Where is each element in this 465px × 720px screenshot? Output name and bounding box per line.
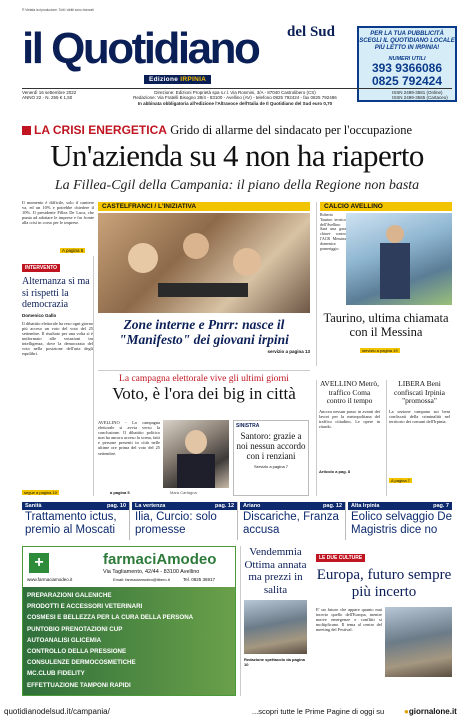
politician-face — [185, 430, 207, 454]
strip-tag: Alta Irpinia — [351, 503, 380, 509]
pharmacy-service: PRODOTTI E ACCESSORI VETERINARI — [27, 603, 143, 611]
politician-body — [177, 454, 215, 488]
pharmacy-service: PUNTOBIO PRENOTAZIONI CUP — [27, 625, 123, 633]
kicker-tag: LA CRISI ENERGETICA — [34, 123, 167, 137]
strip-item[interactable] — [132, 502, 238, 540]
culture-title[interactable]: Europa, futuro sempre più incerto — [316, 567, 452, 600]
libera-title[interactable]: LIBERA Beni confiscati Irpinia "promossa" — [393, 379, 446, 405]
photo-laptop — [158, 283, 248, 297]
vendemmia-photo[interactable] — [244, 600, 307, 654]
redaction-address: Redazione: Via Fratelli Bisogno 38/4 - 83100 - Avellino (AV) - telefono 0825 792424 - fax 0825 792486 — [133, 95, 337, 101]
pharmacy-address: Via Tagliamento, 42/44 - 83100 Avellino — [103, 569, 200, 575]
calcio-caption: Roberto Taurino tecnico dell'Avellino Sarà una gara chiave contro l'ACR Messina domenica pomeriggio — [320, 212, 346, 251]
divider — [22, 88, 452, 89]
avellino-text: Ancora nessun passo in avanti dei lavori per la metropolitana del traffico cittadino. Le opere in ritardo. — [319, 408, 380, 429]
strip-page: pag. 7 — [433, 503, 449, 509]
strip-title: Trattamento ictus, premio al Moscati — [25, 511, 117, 536]
main-subhead: La Fillea-Cgil della Campania: il piano della Regione non basta — [54, 178, 420, 193]
libera-page-ref: A pagina 7 — [391, 477, 410, 483]
strip-title: Eolico selvaggio De Magistris dice no — [351, 511, 453, 536]
strip-page: pag. 10 — [107, 503, 126, 509]
pharmacy-service: AUTOANALISI GLICEMIA — [27, 636, 102, 644]
bottom-news-strip — [22, 502, 452, 540]
page-footer — [0, 704, 465, 720]
notice-line: In abbinata obbligatoria all'edizione l'Altravoce dell'Italia de Il Quotidiano del Sud euro 0,70 — [137, 100, 333, 106]
masthead-title: il Quotidiano — [22, 24, 259, 73]
libera-article — [386, 380, 452, 496]
campagna-caption: Mara Carfagna — [170, 490, 197, 495]
footer-text: ...scopri tutte le Prime Pagine di oggi su — [252, 707, 385, 716]
calcio-page-ref: servizio a pagina 19 — [362, 348, 398, 353]
sinistra-box — [233, 420, 309, 496]
avellino-title[interactable]: AVELLINO Metrò, traffico Coma contro il tempo — [319, 379, 380, 405]
issn-print: ISSN 2499-3565 (Cartaceo) — [392, 95, 448, 101]
masthead — [22, 26, 337, 84]
castelfranci-tag: CASTELFRANCI / L'INIZIATIVA — [98, 202, 310, 211]
avellino-page-ref: Articolo a pag. 8 — [319, 468, 351, 474]
culture-text: E' un futuro che appare quanto mai incerto quello dell'Europa, mentre nuove emergenze e conflitti si moltiplicano. Il tema al centro del meeting del Festival. — [316, 607, 382, 633]
coach-head — [386, 225, 404, 243]
coach-body — [380, 243, 410, 299]
strip-title: Discariche, Franza accusa — [243, 511, 339, 536]
campagna-title[interactable]: Voto, è l'ora dei big in città — [112, 384, 296, 403]
pharmacy-name: farmaciAmodeo — [103, 551, 217, 568]
calcio-photo[interactable] — [346, 213, 452, 305]
strip-page: pag. 12 — [215, 503, 234, 509]
pharmacy-service: PREPARAZIONI GALENICHE — [27, 592, 112, 599]
intervento-author: Domenico Gallo — [22, 312, 57, 318]
pharmacy-service: CONTROLLO DELLA PRESSIONE — [27, 648, 127, 656]
issue-price: € 1,50 — [59, 95, 73, 101]
kicker-text: Grido di allarme del sindacato per l'occupazione — [170, 123, 412, 137]
lead-page-ref: A pagina 6 — [62, 248, 84, 253]
photo-face-3 — [233, 248, 261, 276]
brand-circle-icon: ● — [404, 707, 409, 716]
castelfranci-feature — [98, 202, 310, 366]
ad-phone-2: 0825 792424 — [371, 74, 443, 88]
intervento-title[interactable]: Alternanza sì ma si rispetti la democrazia — [22, 276, 90, 310]
ad-phone-1: 393 9366086 — [371, 61, 443, 75]
pharmacy-service: EFFETTUAZIONE TAMPONI RAPIDI — [27, 681, 131, 689]
campagna-photo[interactable] — [163, 420, 229, 488]
intervento-column — [22, 256, 94, 496]
sinistra-tag: SINISTRA — [236, 423, 260, 429]
masthead-suffix: del Sud — [287, 24, 335, 40]
strip-tag: Ariano — [243, 503, 261, 509]
libera-text: La sezione campana sui beni confiscati della criminalità nel territorio dei comuni dell'Irpinia. — [389, 408, 450, 424]
pharmacy-phone: Tel. 0825 36917 — [183, 577, 216, 582]
ad-useful-numbers: NUMERI UTILI — [388, 56, 426, 62]
strip-title: Ilia, Curcio: solo promesse — [135, 511, 217, 536]
intervento-page-ref: segue a pagina 10 — [24, 489, 57, 495]
issn-online: ISSN 2499-3581 (Online) — [392, 90, 443, 95]
masthead-info — [22, 88, 452, 118]
vendemmia-article — [240, 546, 310, 696]
publisher-address: Direzione: Edizioni Proprietà spa s.r.l. Via Rosmini, 3/A - 87040 Castrolibero (CS) — [154, 90, 316, 95]
strip-item[interactable] — [348, 502, 452, 540]
pharmacy-email: Email: farmaciamodeo@libero.it — [113, 577, 170, 582]
pharmacy-site: www.farmaciamodeo.it — [27, 577, 73, 582]
issue-date: Venerdì 16 settembre 2022 — [22, 90, 77, 95]
footer-url[interactable]: quotidianodelsud.it/campania/ — [4, 707, 110, 716]
strip-tag: Sanità — [25, 503, 42, 509]
photo-face-1 — [128, 243, 158, 273]
pharmacy-cross-icon: + — [29, 553, 49, 573]
calcio-title[interactable]: Taurino, ultima chiamata con il Messina — [323, 311, 449, 339]
intervento-tag: INTERVENTO — [22, 264, 60, 272]
sinistra-text[interactable]: Santoro: grazie a noi nessun accordo con i renziani — [236, 431, 306, 461]
calcio-feature — [316, 202, 452, 366]
intervento-text: Il dibattito elettorale ha reso ogni giorno più acceso un voto del voto del 25 settembre. Il risultato per una volta si è uniformato alle votazioni tra intelligenza, dove la democrazia del voto nella posizione dell'aria degli equilibri. — [22, 320, 93, 357]
sinistra-page-ref: Servizio a pagina 7 — [253, 464, 289, 469]
pharmacy-ad[interactable] — [22, 546, 236, 696]
culture-article — [316, 546, 452, 696]
campagna-header — [98, 370, 310, 403]
issue-number: ANNO 22 - N. 255 — [22, 95, 59, 101]
footer-brand[interactable]: ●giornalone.it — [404, 707, 457, 716]
pharmacy-service: MC.CLUB FIDELITY — [27, 670, 85, 678]
campagna-page-ref: a pagina 5 — [110, 490, 130, 495]
main-headline[interactable]: Un'azienda su 4 non ha riaperto — [50, 138, 424, 173]
lead-article-text: Il momento è difficile, solo il cantiere va, ed un 10% e potrebbe chiedere il 10%. Il presidente Fillea De Luca, che punta ad adottare le imprese e far fronte alla crisi in corso per le imprese. — [22, 200, 94, 226]
vendemmia-title[interactable]: Vendemmia Ottima annata ma prezzi in salita — [244, 546, 307, 596]
castelfranci-page-ref: servizio a pagina 13 — [267, 349, 310, 354]
castelfranci-title[interactable]: Zone interne e Pnrr: nasce il "Manifesto" dei giovani irpini — [119, 317, 289, 347]
culture-tag: LE DUE CULTURE — [316, 554, 365, 562]
castelfranci-photo[interactable] — [98, 213, 310, 313]
avellino-metro-article — [316, 380, 382, 496]
culture-photo[interactable] — [385, 607, 452, 677]
strip-tag: La vertenza — [135, 503, 166, 509]
copyright-line: ® Vietata la riproduzione. Tutti i diritti sono riservati — [22, 8, 94, 12]
strip-item[interactable] — [240, 502, 346, 540]
strip-page: pag. 12 — [323, 503, 342, 509]
ad-headline: PER LA TUA PUBBLICITÀ SCEGLI IL QUOTIDIANO LOCALE PIÙ LETTO IN IRPINIA! — [359, 31, 455, 51]
pharmacy-services-list — [23, 587, 235, 695]
photo-face-2 — [183, 233, 209, 259]
main-kicker — [22, 123, 452, 137]
vendemmia-page-ref: Redazione spettacolo da pagina 10 — [244, 657, 305, 667]
kicker-square-icon — [22, 126, 31, 135]
pharmacy-service: COSMESI E BELLEZZA PER LA CURA DELLA PERSONA — [27, 614, 194, 622]
strip-item[interactable] — [22, 502, 130, 540]
campagna-kicker: La campagna elettorale vive gli ultimi giorni — [119, 374, 289, 384]
pharmacy-service: CONSULENZE DERMOCOSMETICHE — [27, 659, 136, 667]
calcio-tag: CALCIO AVELLINO — [320, 202, 452, 211]
campagna-text: AVELLINO - La campagna elettorale si avvia verso la conclusione. Il dibattito politico non ha ancora acceso la scena, fatti e persone presenti in città nelle ultime ore prima del voto del 25 settembre. — [98, 420, 160, 456]
edition-badge: Edizione IRPINIA — [144, 75, 211, 84]
